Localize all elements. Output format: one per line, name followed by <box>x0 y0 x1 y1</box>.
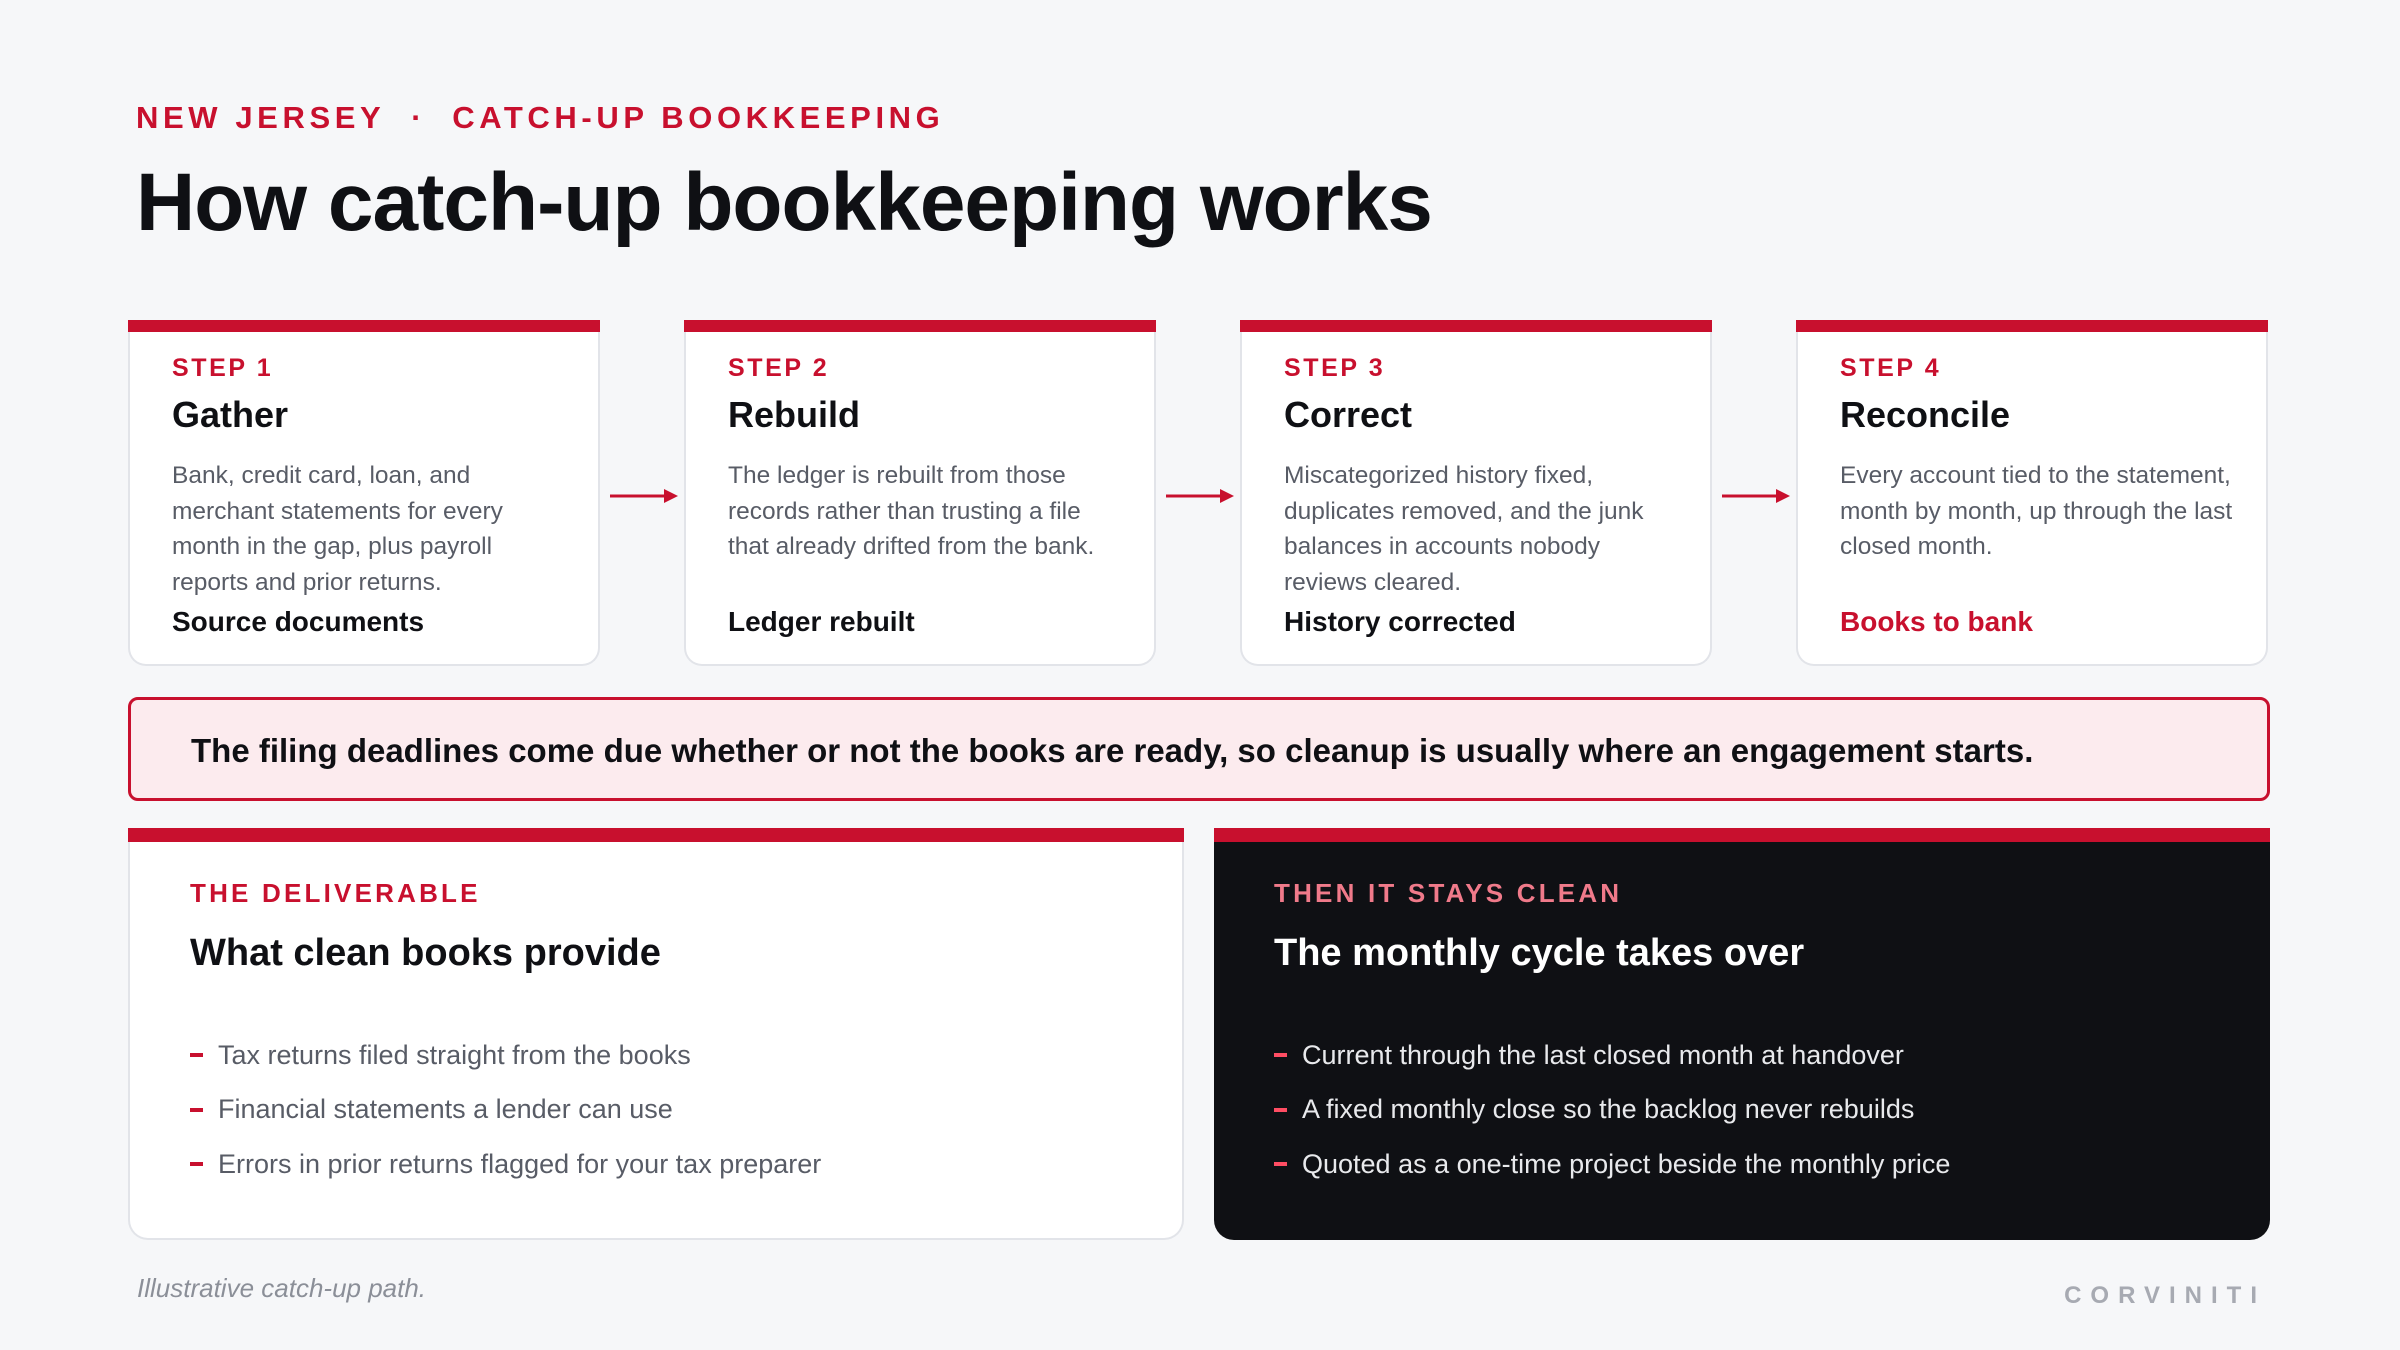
step-accent-bar <box>1240 320 1712 332</box>
deadline-callout <box>128 697 2270 801</box>
right-arrow-icon <box>1164 486 1236 506</box>
list-item <box>190 1137 821 1192</box>
dash-bullet-icon <box>190 1162 203 1166</box>
brand-wordmark: CORVINITI <box>2064 1282 2266 1309</box>
list-item-text: Financial statements a lender can use <box>218 1094 673 1125</box>
deliverable-list <box>190 1028 821 1192</box>
step-name: Gather <box>172 394 289 435</box>
right-arrow-icon <box>1720 486 1792 506</box>
dash-bullet-icon <box>190 1108 203 1112</box>
eyebrow-location: NEW JERSEY <box>136 100 386 135</box>
list-item <box>1274 1028 1950 1083</box>
list-item-text: A fixed monthly close so the backlog never rebuilds <box>1302 1094 1915 1125</box>
panel-accent-bar <box>128 828 1184 842</box>
dash-bullet-icon <box>1274 1053 1287 1057</box>
list-item <box>190 1083 821 1138</box>
list-item-text: Current through the last closed month at handover <box>1302 1039 1904 1070</box>
list-item-text: Errors in prior returns flagged for your tax preparer <box>218 1148 822 1179</box>
right-arrow-icon <box>608 486 680 506</box>
step-card-correct <box>1240 320 1712 666</box>
step-card-rebuild <box>684 320 1156 666</box>
page-title: How catch-up bookkeeping works <box>136 157 1432 248</box>
step-description: Bank, credit card, loan, and merchant statements for every month in the gap, plus payroll reports and prior returns. <box>172 462 503 596</box>
step-accent-bar <box>684 320 1156 332</box>
step-outcome: Books to bank <box>1840 606 2033 637</box>
step-card-reconcile <box>1796 320 2268 666</box>
step-flow <box>128 320 2270 668</box>
step-card-gather <box>128 320 600 666</box>
step-label: STEP 4 <box>1840 354 1942 382</box>
list-item-text: Tax returns filed straight from the books <box>218 1039 691 1070</box>
step-outcome: Ledger rebuilt <box>728 606 915 637</box>
step-description: Miscategorized history fixed, duplicates removed, and the junk balances in accounts nobody reviews cleared. <box>1284 462 1644 596</box>
list-item <box>1274 1083 1950 1138</box>
monthly-cycle-list <box>1274 1028 1950 1192</box>
panel-kicker: THE DELIVERABLE <box>190 878 481 908</box>
step-outcome: Source documents <box>172 606 425 637</box>
step-description: Every account tied to the statement, month by month, up through the last closed month. <box>1840 462 2233 560</box>
eyebrow <box>136 100 944 136</box>
step-outcome: History corrected <box>1284 606 1516 637</box>
list-item <box>1274 1137 1950 1192</box>
panel-title: What clean books provide <box>190 932 661 974</box>
eyebrow-topic: CATCH-UP BOOKKEEPING <box>452 100 945 135</box>
list-item <box>190 1028 821 1083</box>
panel-kicker: THEN IT STAYS CLEAN <box>1274 878 1623 908</box>
footnote: Illustrative catch-up path. <box>137 1273 427 1303</box>
callout-text: The filing deadlines come due whether or not the books are ready, so cleanup is usually where an engagement starts. <box>191 732 2034 769</box>
monthly-cycle-panel <box>1214 828 2270 1240</box>
step-name: Rebuild <box>728 394 860 435</box>
dash-bullet-icon <box>1274 1162 1287 1166</box>
step-label: STEP 2 <box>728 354 830 382</box>
step-description: The ledger is rebuilt from those records rather than trusting a file that already drifted from the bank. <box>728 462 1095 560</box>
step-accent-bar <box>128 320 600 332</box>
step-name: Reconcile <box>1840 394 2011 435</box>
panel-accent-bar <box>1214 828 2270 842</box>
dash-bullet-icon <box>190 1053 203 1057</box>
step-name: Correct <box>1284 394 1413 435</box>
dash-bullet-icon <box>1274 1108 1287 1112</box>
panel-title: The monthly cycle takes over <box>1274 932 1805 974</box>
step-label: STEP 3 <box>1284 354 1386 382</box>
list-item-text: Quoted as a one-time project beside the monthly price <box>1302 1148 1951 1179</box>
step-accent-bar <box>1796 320 2268 332</box>
deliverable-panel <box>128 828 1184 1240</box>
step-label: STEP 1 <box>172 354 274 382</box>
eyebrow-separator: · <box>411 100 427 135</box>
